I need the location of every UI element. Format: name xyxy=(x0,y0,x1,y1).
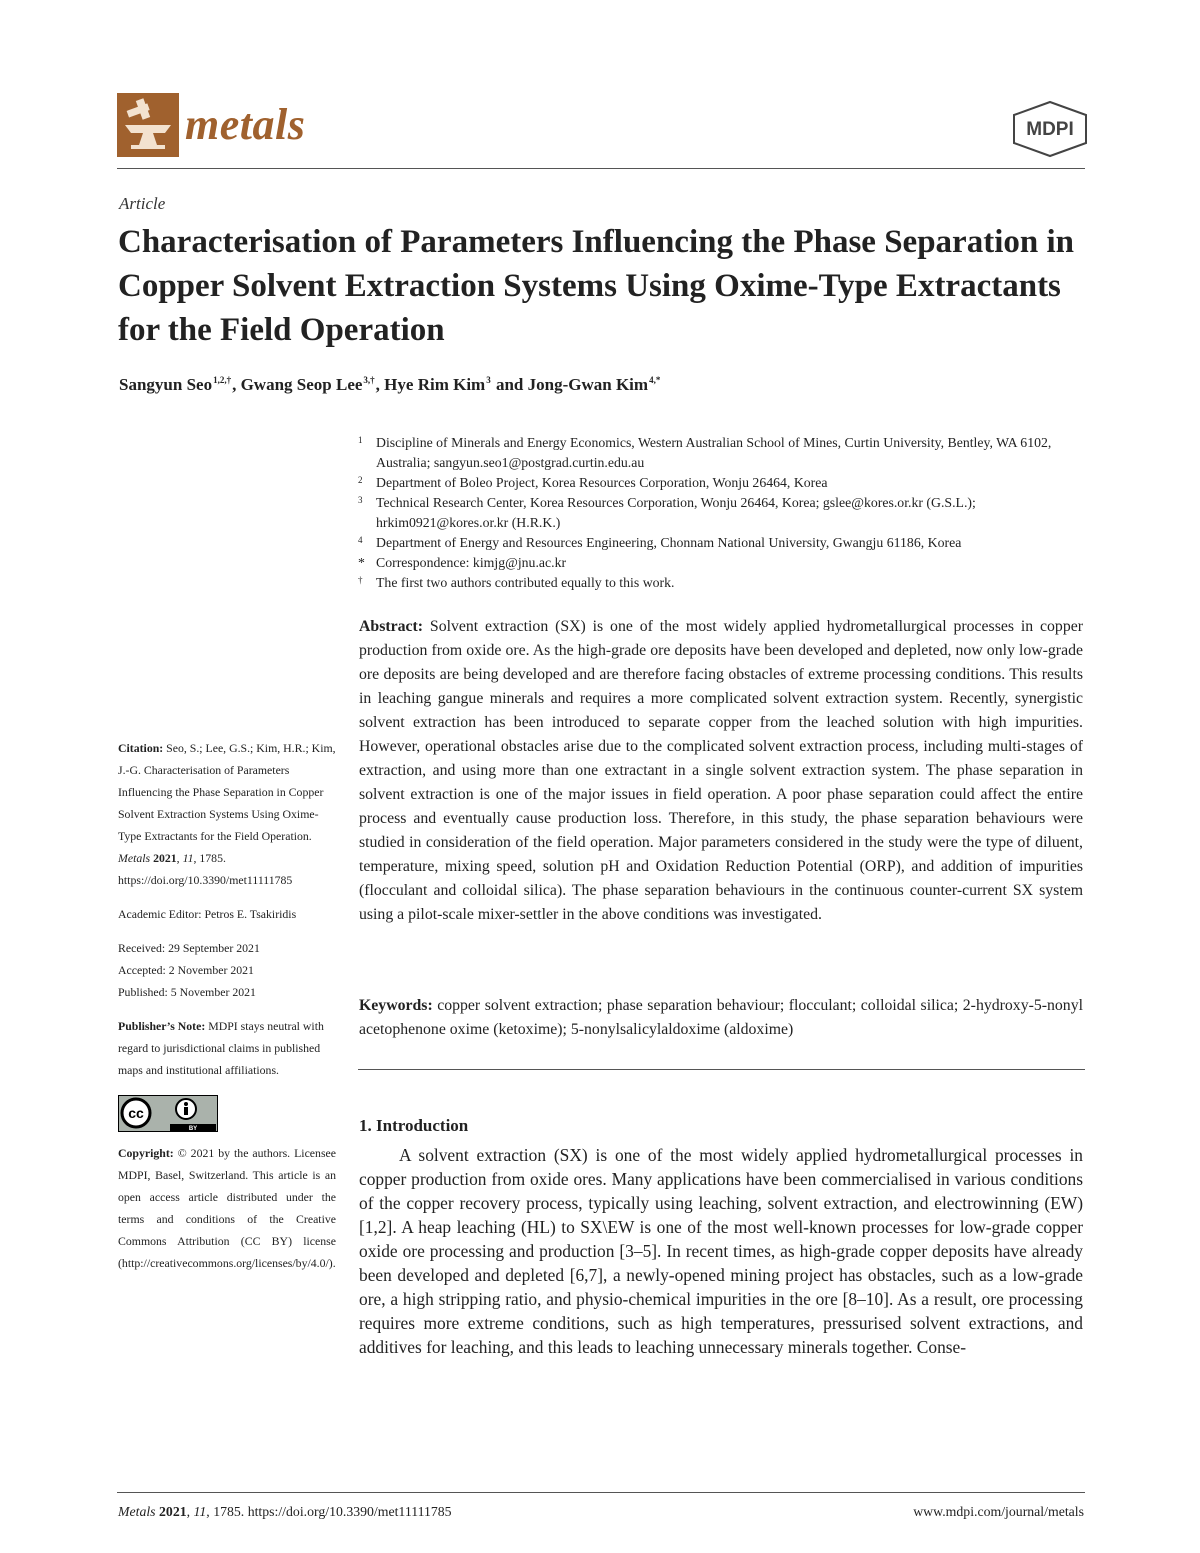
affiliation-mark: † xyxy=(358,575,363,585)
affiliation-mark: 2 xyxy=(358,475,363,485)
affiliation-list xyxy=(358,433,1088,593)
anvil-hammer-icon xyxy=(117,93,179,157)
correspondence-item xyxy=(358,553,1088,573)
keywords-label: Keywords: xyxy=(359,997,433,1014)
author-name[interactable]: Hye Rim Kim xyxy=(384,375,486,394)
publisher-note xyxy=(118,1015,336,1081)
header-divider xyxy=(117,168,1085,169)
author-affiliation-marks: 4,* xyxy=(649,375,661,386)
citation-doi[interactable]: , 1785. https://doi.org/10.3390/met11111785 xyxy=(118,851,293,887)
affiliation-mark: 1 xyxy=(358,435,363,445)
affiliation-item xyxy=(358,493,1088,533)
mdpi-logo-icon[interactable] xyxy=(1010,100,1090,163)
author-name[interactable]: Sangyun Seo xyxy=(119,375,213,394)
introduction-paragraph: A solvent extraction (SX) is one of the most widely applied hydrometallurgical processes in copper production from oxide ores. Many applications have been commercialised in various conditions of the copper recovery process, typically using leaching, solvent extraction, and electrowinning (EW) [1,2]. A heap leaching (HL) to SX\EW is one of the most well-known processes for low-grade copper oxide ore processing and production [3–5]. In recent times, as high-grade copper deposits have already been developed and depleted [6,7], a newly-opened mining project has obstacles, such as a low-grade ore, a high stripping ratio, and physio-chemical impurities in the ore [8–10]. As a result, ore processing requires more extreme conditions, such as high temperatures, pressurised solvent extractions, and additives for leaching, and this leads to leaching unnecessary minerals together. Conse- xyxy=(359,1145,1083,1357)
author-affiliation-marks: 3 xyxy=(486,375,491,386)
keywords xyxy=(359,994,1083,1042)
publisher-note-label: Publisher’s Note: xyxy=(118,1019,206,1033)
footer-year: 2021 xyxy=(159,1504,187,1519)
correspondence-text[interactable]: Correspondence: kimjg@jnu.ac.kr xyxy=(376,555,567,570)
footer-doi[interactable]: , 1785. https://doi.org/10.3390/met11111785 xyxy=(206,1504,452,1519)
equal-contribution-note xyxy=(358,573,1088,593)
author-separator: , xyxy=(232,375,241,394)
journal-logo-text: metals xyxy=(185,100,306,149)
citation-journal: Metals xyxy=(118,851,151,865)
affiliation-text: Department of Boleo Project, Korea Resources Corporation, Wonju 26464, Korea xyxy=(376,475,828,490)
paper-title: Characterisation of Parameters Influencing the Phase Separation in Copper Solvent Extraction Systems Using Oxime-Type Extractants for the Field Operation xyxy=(118,224,1074,348)
abstract-text: Solvent extraction (SX) is one of the most widely applied hydrometallurgical processes in copper production from oxide ore. As the high-grade ore deposits have been developed and depleted, now only low-grade ore deposits are being developed and are therefore facing obstacles of extreme processing conditions. This results in leaching gangue minerals and requires a more complicated solvent extraction system. Recently, synergistic solvent extraction has been introduced to separate copper from the leached solution with high impurities. However, operational obstacles arise due to the complicated solvent extraction process, including multi-stages of extraction, and using more than one extractant in a single solvent extraction system. The phase separation in solvent extraction is one of the major issues in field operation. A poor phase separation could affect the entire process and eventually cause production loss. Therefore, in this study, the phase separation behaviours were studied in consideration of the field operation. Major parameters considered in the study were the type of diluent, temperature, mixing speed, solution pH and Oxidation Reduction Potential (ORP), and addition of impurities (flocculant and colloidal silica). The phase separation behaviours in the continuous counter-current SX system using a pilot-scale mixer-settler in the above conditions was investigated. xyxy=(359,618,1084,923)
abstract xyxy=(359,615,1083,927)
copyright-notice xyxy=(118,1142,336,1274)
citation-block: Citation: Seo, S.; Lee, G.S.; Kim, H.R.; Kim, J.-G. Characterisation of Parameters Influencing the Phase Separation in Copper Solvent Extraction Systems Using Oxime-Type Extractants for the Field Operation. Metals 2021, 11, 1785. https://doi.org/10.3390/met11111785 xyxy=(118,741,336,887)
sidebar xyxy=(118,737,336,1274)
footer-citation: Metals 2021, 11, 1785. https://doi.org/10.3390/met11111785 xyxy=(118,1504,452,1519)
equal-contribution-text: The first two authors contributed equally to this work. xyxy=(376,575,675,590)
affiliation-item xyxy=(358,533,1088,553)
section-heading: 1. Introduction xyxy=(359,1116,469,1135)
citation-volume: 11 xyxy=(182,851,194,865)
author-affiliation-marks: 1,2,† xyxy=(213,375,232,386)
abstract-label: Abstract: xyxy=(359,618,424,635)
footer-divider xyxy=(117,1492,1085,1493)
affiliation-text: Department of Energy and Resources Engineering, Chonnam National University, Gwangju 61186, Korea xyxy=(376,535,962,550)
author-list xyxy=(119,375,661,395)
mdpi-logo-text: MDPI xyxy=(1026,119,1074,140)
cc-by-license-icon[interactable] xyxy=(118,1095,218,1132)
copyright-text: © 2021 by the authors. Licensee MDPI, Basel, Switzerland. This article is an open access article distributed under the terms and conditions of the Creative Commons Attribution (CC BY) license (http://creativecommons.org/licenses/by/4.0/). xyxy=(118,1146,337,1270)
affiliation-item xyxy=(358,433,1088,473)
affiliation-mark: 3 xyxy=(358,495,363,505)
svg-text:cc: cc xyxy=(128,1105,144,1121)
keywords-text: copper solvent extraction; phase separation behaviour; flocculant; colloidal silica; 2-hydroxy-5-nonyl acetophenone oxime (ketoxime); 5-nonylsalicylaldoxime (aldoxime) xyxy=(359,997,1083,1038)
publisher-note-text: MDPI stays neutral with regard to jurisdictional claims in published maps and institutional affiliations. xyxy=(118,1019,324,1077)
section-divider xyxy=(358,1069,1085,1070)
citation-label: Citation: xyxy=(118,741,164,755)
copyright-label: Copyright: xyxy=(118,1146,174,1160)
footer-journal-url[interactable]: www.mdpi.com/journal/metals xyxy=(913,1504,1084,1519)
published-date: Published: 5 November 2021 xyxy=(118,985,256,999)
citation-text: Seo, S.; Lee, G.S.; Kim, H.R.; Kim, J.-G. Characterisation of Parameters Influencing the Phase Separation in Copper Solvent Extraction Systems Using Oxime-Type Extractants for the Field Operation. xyxy=(118,741,336,843)
received-date: Received: 29 September 2021 xyxy=(118,941,260,955)
academic-editor: Academic Editor: Petros E. Tsakiridis xyxy=(118,907,297,921)
author-name[interactable]: Gwang Seop Lee xyxy=(240,375,363,394)
journal-logo[interactable] xyxy=(117,93,305,157)
article-type: Article xyxy=(119,194,166,213)
footer-volume: 11 xyxy=(193,1504,207,1519)
accepted-date: Accepted: 2 November 2021 xyxy=(118,963,254,977)
affiliation-text: Technical Research Center, Korea Resources Corporation, Wonju 26464, Korea; gslee@kores.or.kr (G.S.L.); hrkim0921@kores.or.kr (H.R.K.) xyxy=(376,495,976,530)
affiliation-mark: 4 xyxy=(358,535,363,545)
footer-journal: Metals xyxy=(118,1504,156,1519)
affiliation-mark: * xyxy=(358,555,365,570)
affiliation-text: Discipline of Minerals and Energy Economics, Western Australian School of Mines, Curtin University, Bentley, WA 6102, Australia; sangyun.seo1@postgrad.curtin.edu.au xyxy=(376,435,1052,470)
author-name[interactable]: Jong-Gwan Kim xyxy=(527,375,649,394)
author-affiliation-marks: 3,† xyxy=(363,375,375,386)
publication-dates xyxy=(118,937,336,1003)
affiliation-item xyxy=(358,473,1088,493)
author-separator: and xyxy=(491,375,528,394)
citation-year: 2021 xyxy=(153,851,177,865)
cc-by-label: BY xyxy=(188,1126,198,1132)
author-separator: , xyxy=(375,375,385,394)
